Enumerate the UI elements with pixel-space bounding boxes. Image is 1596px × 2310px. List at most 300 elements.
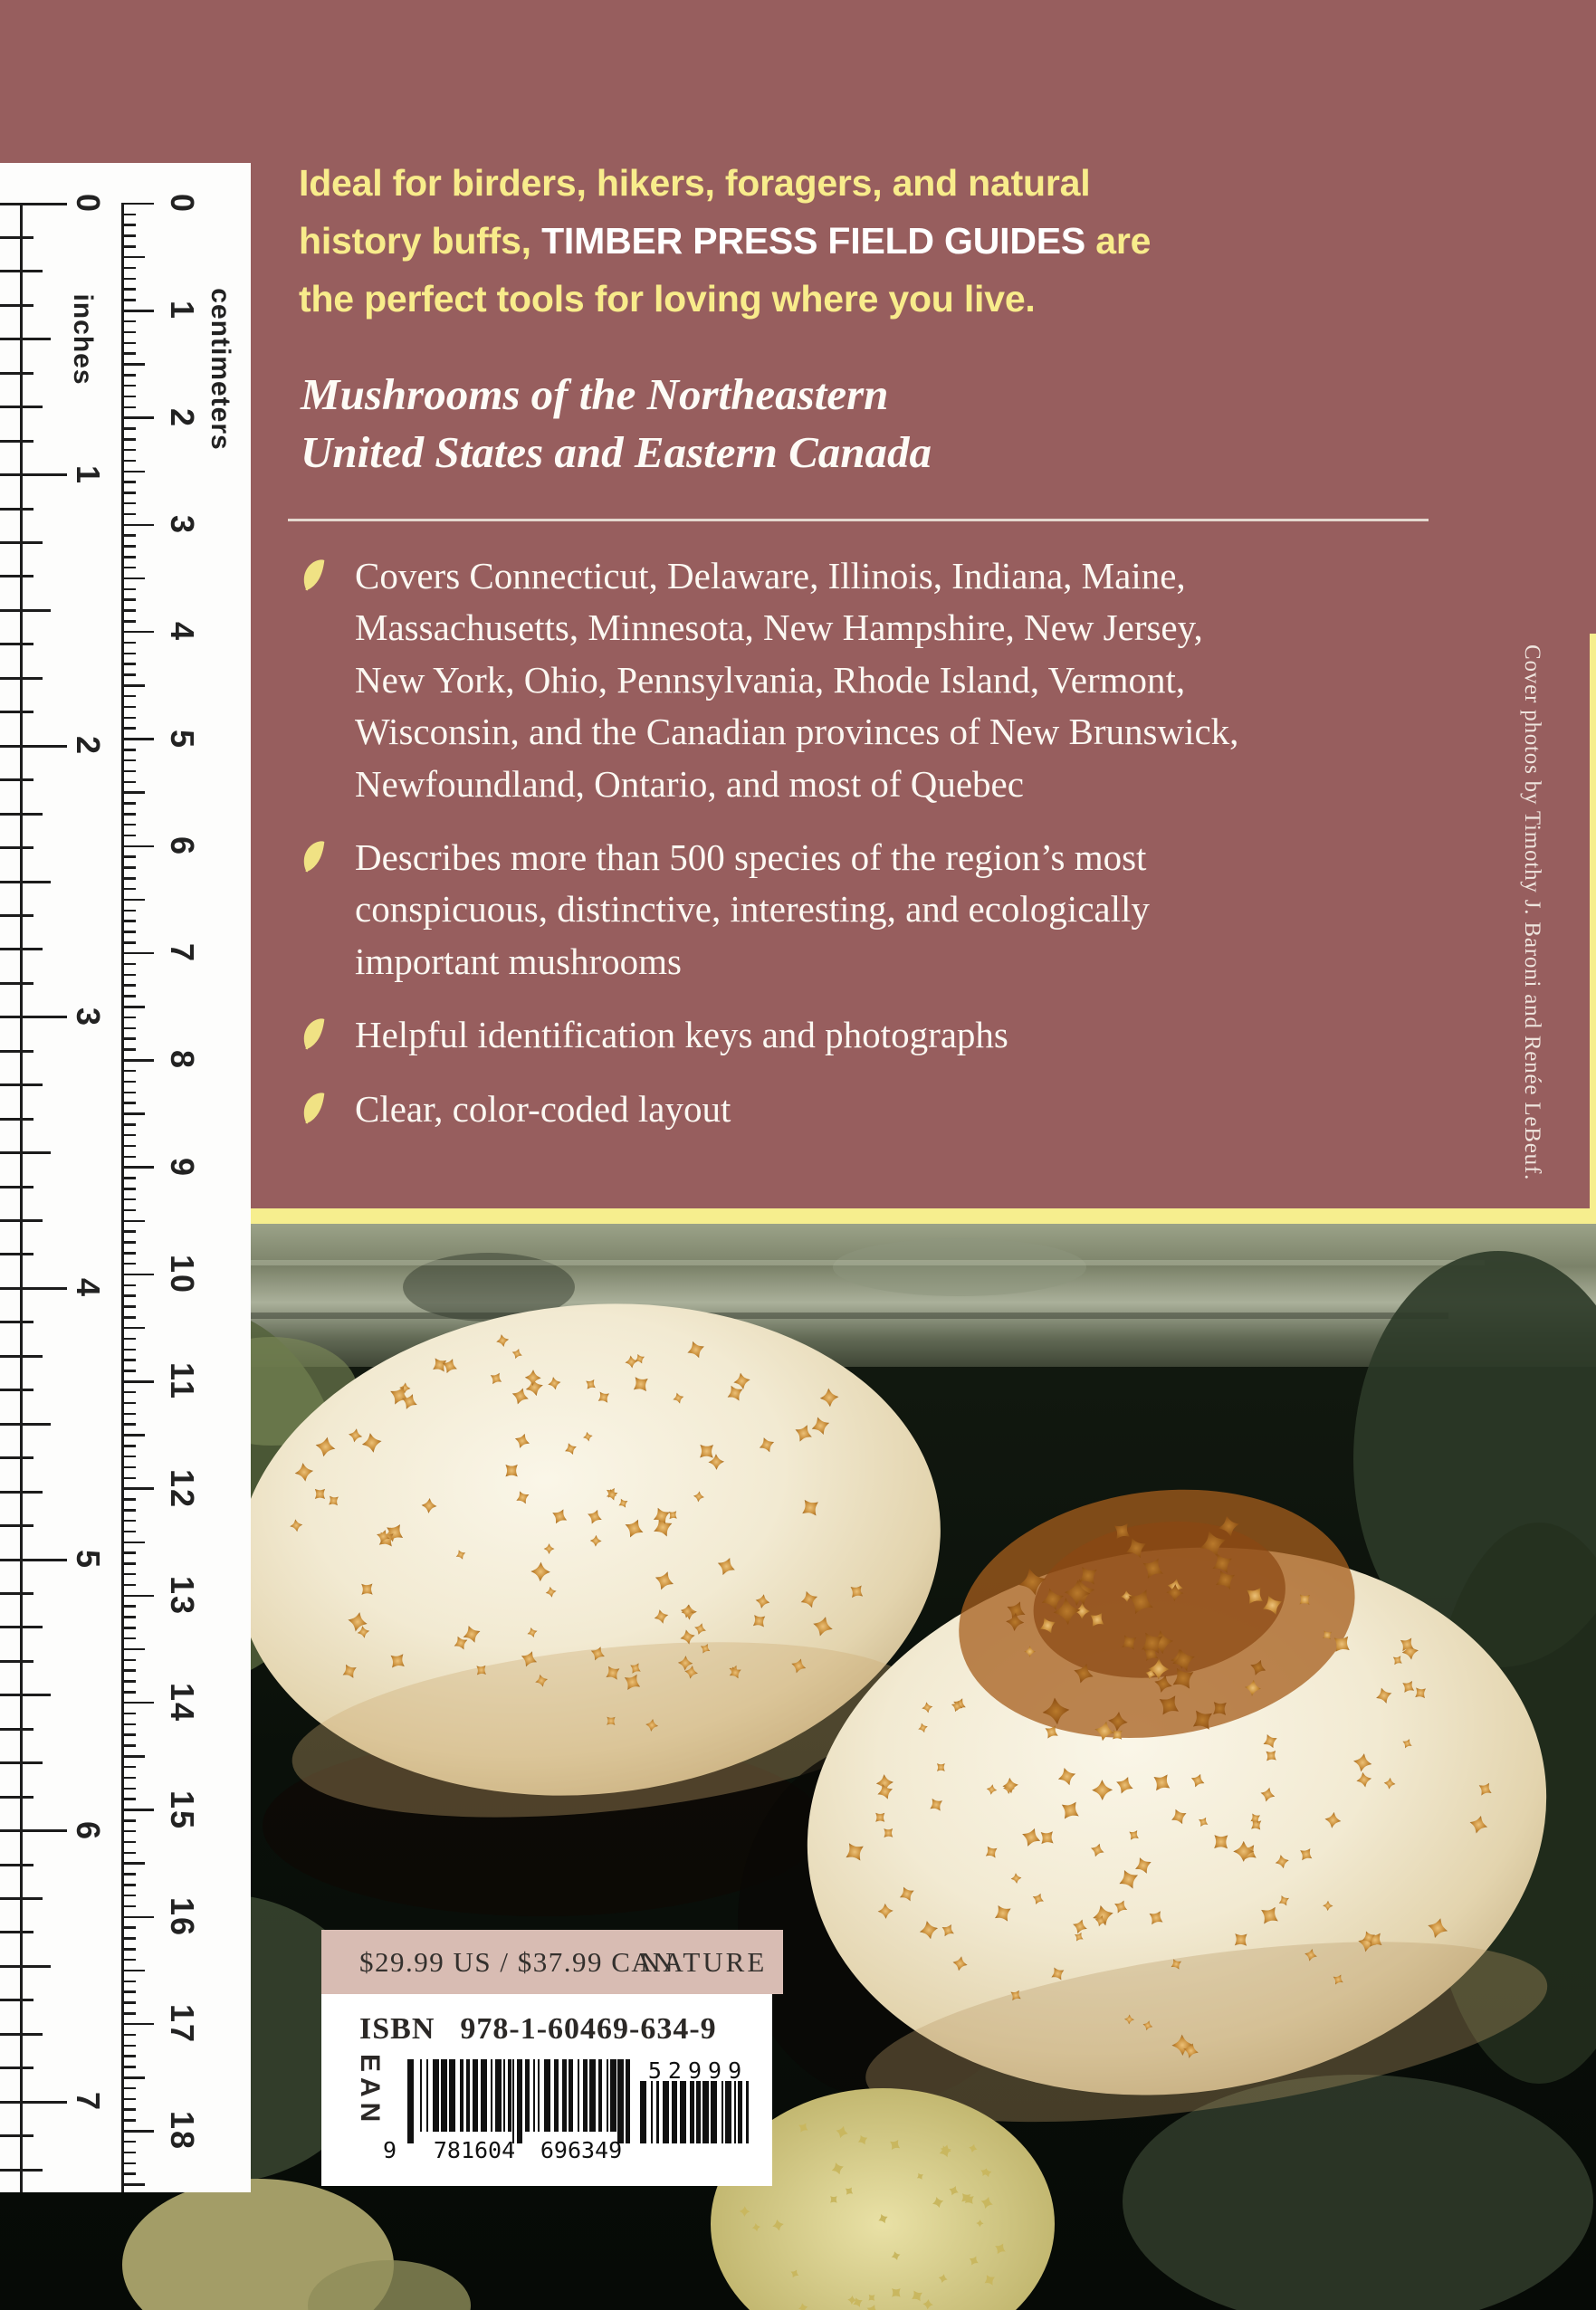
cm-tick (121, 717, 136, 720)
cm-tick (121, 1788, 136, 1790)
cm-tick (121, 1112, 145, 1115)
cm-tick (121, 631, 154, 634)
cm-tick (121, 1037, 136, 1040)
cm-number: 14 (164, 1683, 201, 1723)
inch-tick (0, 778, 33, 781)
cm-tick (121, 342, 136, 345)
cm-number: 6 (164, 835, 201, 856)
cm-tick (121, 1102, 136, 1104)
cm-tick (121, 1284, 136, 1287)
inch-tick (0, 1083, 43, 1086)
series-name: TIMBER PRESS FIELD GUIDES (541, 220, 1086, 262)
inch-number: 2 (70, 736, 107, 757)
cm-tick (121, 1123, 136, 1126)
cm-tick (121, 1498, 136, 1501)
cm-tick (121, 460, 136, 463)
cm-tick (121, 749, 136, 751)
cm-tick (121, 920, 136, 922)
inch-number: 0 (70, 193, 107, 215)
cm-tick (121, 1573, 136, 1576)
cm-tick (121, 363, 145, 366)
photo-credit: Cover photos by Timothy J. Baroni and Renée LeBeuf. (1520, 644, 1544, 1181)
cm-tick (121, 1895, 136, 1897)
barcode-bar (407, 2059, 414, 2143)
inch-tick (0, 372, 33, 375)
inch-tick (0, 440, 33, 443)
cm-tick (121, 2152, 136, 2154)
cm-number: 13 (164, 1575, 201, 1616)
cm-tick (121, 1423, 136, 1426)
barcode-bar (533, 2059, 535, 2132)
inch-tick (0, 1965, 51, 1968)
inch-tick (0, 270, 43, 272)
cm-tick (121, 256, 145, 259)
cm-tick (121, 1092, 136, 1094)
cm-tick (121, 824, 136, 826)
inch-tick (0, 236, 33, 239)
cm-tick (121, 877, 136, 880)
cm-tick (121, 1252, 136, 1255)
cm-tick (121, 598, 136, 601)
cm-tick (121, 1209, 136, 1212)
inch-tick (0, 575, 33, 578)
cm-tick (121, 1862, 145, 1865)
cm-number: 11 (164, 1362, 201, 1401)
cm-tick (121, 2066, 136, 2068)
cm-tick (121, 2172, 136, 2175)
inch-tick (0, 1897, 43, 1900)
cm-tick (121, 1413, 136, 1416)
cm-tick (121, 1156, 136, 1159)
cm-tick (121, 234, 136, 237)
feature-list (299, 550, 1467, 1157)
cm-tick (121, 1562, 136, 1565)
cm-tick (121, 1263, 136, 1265)
cm-number: 2 (164, 407, 201, 428)
cm-tick (121, 1755, 145, 1758)
inch-tick (0, 1829, 67, 1832)
cm-tick (121, 1959, 136, 1962)
leaf-bullet-icon (299, 832, 355, 879)
barcode-bar (441, 2059, 447, 2132)
barcode-box (321, 1994, 772, 2186)
cm-tick (121, 299, 136, 301)
cm-tick (121, 545, 136, 548)
list-item (299, 550, 1467, 810)
inch-tick (0, 1559, 67, 1561)
cm-tick (121, 567, 136, 569)
cm-tick (121, 2001, 136, 2004)
barcode-bar (495, 2059, 502, 2132)
cm-tick (121, 2183, 145, 2186)
cm-tick (121, 1744, 136, 1747)
barcode-bar (525, 2059, 530, 2132)
isbn-label: ISBN (359, 2012, 435, 2046)
cm-tick (121, 866, 136, 869)
inch-tick (0, 2134, 33, 2137)
cm-tick (121, 1830, 136, 1833)
cm-tick (121, 1819, 136, 1822)
inch-tick (0, 1423, 51, 1426)
list-item-text: Clear, color-coded layout (355, 1087, 731, 1130)
barcode-bar (696, 2081, 701, 2143)
cm-tick (121, 845, 154, 848)
barcode-bar (420, 2059, 422, 2132)
cm-tick (121, 224, 136, 226)
isbn-line (359, 2012, 717, 2047)
cm-tick (121, 1370, 136, 1372)
inch-tick (0, 1660, 33, 1663)
cm-tick (121, 2108, 136, 2111)
cm-tick (121, 449, 136, 452)
cm-tick (121, 835, 136, 837)
addon-digits: 52999 (647, 2057, 749, 2084)
inch-tick (0, 745, 67, 748)
cm-tick (121, 952, 154, 955)
cm-tick (121, 438, 136, 441)
cm-tick (121, 427, 136, 430)
cm-tick (121, 320, 136, 323)
barcode-bar (538, 2059, 540, 2132)
cm-tick (121, 1916, 154, 1919)
inch-ruler-baseline (20, 204, 23, 2192)
cm-tick (121, 1380, 154, 1383)
inch-tick (0, 1389, 33, 1391)
cm-tick (121, 1680, 136, 1683)
inch-tick (0, 1186, 33, 1188)
barcode-bar (554, 2059, 559, 2132)
cm-number: 17 (164, 2004, 201, 2045)
cm-tick (121, 1542, 145, 1544)
barcode-bar (473, 2059, 479, 2132)
inch-tick (0, 711, 33, 713)
cm-tick (121, 941, 136, 944)
inches-label: inches (68, 293, 98, 386)
cm-number: 1 (164, 301, 201, 321)
cm-tick (121, 1733, 136, 1736)
cm-tick (121, 1391, 136, 1394)
cm-tick (121, 1445, 136, 1447)
cm-tick (121, 1584, 136, 1587)
cm-tick (121, 738, 154, 740)
cm-tick (121, 1981, 136, 1983)
cm-tick (121, 1691, 136, 1694)
inch-number: 6 (70, 1820, 107, 1841)
leaf-bullet-icon (299, 550, 355, 597)
intro-line-1: Ideal for birders, hikers, foragers, and natural (299, 162, 1091, 204)
cm-tick (121, 802, 136, 805)
leaf-bullet-icon (299, 1009, 355, 1056)
inch-tick (0, 1864, 33, 1866)
inch-number: 4 (70, 1278, 107, 1299)
barcode-bar (607, 2059, 608, 2132)
cm-tick (121, 416, 154, 419)
inch-tick (0, 881, 51, 883)
inch-tick (0, 1050, 33, 1053)
inch-tick (0, 1694, 51, 1696)
cm-tick (121, 1456, 136, 1458)
inch-tick (0, 982, 33, 985)
cm-tick (121, 481, 136, 483)
cm-tick (121, 1798, 136, 1800)
list-item-text: Covers Connecticut, Delaware, Illinois, Indiana, Maine, Massachusetts, Minnesota, New Hampshire, New Jersey, New York, Ohio, Pennsylvania, Rhode Island, Vermont, Wisconsin, and the Canadian provinces of New Brunswick, Newfoundland, Ontario, and most of Quebec (355, 555, 1239, 805)
inch-tick (0, 2101, 67, 2104)
cm-tick (121, 2162, 136, 2165)
cm-number: 7 (164, 943, 201, 964)
cm-tick (121, 1017, 136, 1019)
barcode-bar (589, 2059, 596, 2132)
cm-tick (121, 374, 136, 377)
cm-tick (121, 385, 136, 387)
cm-number: 3 (164, 514, 201, 535)
cm-tick (121, 2119, 136, 2122)
barcode-bar (598, 2059, 603, 2132)
barcode-bar (466, 2059, 471, 2132)
barcode-digits-2: 696349 (540, 2137, 623, 2163)
barcode-bar (672, 2081, 678, 2143)
barcode-bar (449, 2059, 455, 2132)
cm-tick (121, 2012, 136, 2015)
inch-tick (0, 677, 43, 680)
cm-tick (121, 727, 136, 730)
cream-stripe-horizontal (251, 1208, 1596, 1224)
inch-tick (0, 2169, 43, 2172)
inch-tick (0, 1592, 33, 1595)
cm-tick (121, 1659, 136, 1662)
inch-tick (0, 304, 33, 307)
cm-number: 9 (164, 1157, 201, 1178)
price-bar (321, 1930, 783, 1994)
barcode-bar (651, 2081, 653, 2143)
cm-tick (121, 1509, 136, 1512)
cm-tick (121, 214, 136, 216)
cm-tick (121, 1230, 136, 1233)
barcode-bar (711, 2081, 717, 2143)
cm-tick (121, 1841, 136, 1844)
cm-tick (121, 1316, 136, 1319)
cm-tick (121, 1809, 154, 1811)
inch-tick (0, 609, 51, 612)
inch-tick (0, 948, 43, 950)
cm-tick (121, 406, 136, 409)
cm-tick (121, 1059, 154, 1062)
barcode-bar (656, 2081, 658, 2143)
inch-tick (0, 2067, 33, 2069)
cm-tick (121, 1081, 136, 1083)
cm-tick (121, 588, 136, 591)
list-item (299, 1083, 1467, 1135)
barcode-bar (626, 2059, 630, 2143)
list-item (299, 1009, 1467, 1061)
inch-tick (0, 1491, 43, 1494)
cm-tick (121, 1713, 136, 1715)
cm-tick (121, 2130, 154, 2133)
cm-tick (121, 620, 136, 623)
cm-tick (121, 556, 136, 558)
inch-tick (0, 914, 33, 917)
cm-tick (121, 1294, 136, 1297)
price-text: $29.99 US / $37.99 CAN (359, 1946, 675, 1978)
cm-tick (121, 759, 136, 762)
cm-tick (121, 1970, 145, 1972)
inch-tick (0, 1287, 67, 1290)
cm-tick (121, 1723, 136, 1726)
cm-tick (121, 1349, 136, 1351)
barcode-bar (702, 2081, 709, 2143)
cm-tick (121, 1551, 136, 1554)
barcode-bar (569, 2059, 573, 2132)
inch-tick (0, 406, 43, 408)
barcode-bar (583, 2059, 588, 2132)
cm-tick (121, 673, 136, 676)
barcode-bar (460, 2059, 464, 2132)
cm-tick (121, 1948, 136, 1951)
cm-tick (121, 1477, 136, 1480)
barcode-bar (517, 2059, 523, 2143)
cm-tick (121, 331, 136, 334)
title-line-2: United States and Eastern Canada (301, 427, 932, 477)
inch-tick (0, 2033, 43, 2036)
intro-line-2: history buffs, TIMBER PRESS FIELD GUIDES are (299, 220, 1152, 262)
cm-tick (121, 1338, 136, 1341)
cm-tick (121, 1905, 136, 1908)
cm-tick (121, 1466, 136, 1469)
cm-tick (121, 1595, 154, 1598)
list-item-text: Helpful identification keys and photographs (355, 1014, 1008, 1056)
cm-number: 5 (164, 729, 201, 749)
cm-tick (121, 1006, 145, 1008)
cm-tick (121, 1220, 145, 1223)
cm-tick (121, 1434, 145, 1437)
category-text: NATURE (640, 1946, 768, 1978)
cm-tick (121, 1134, 136, 1137)
cm-tick (121, 642, 136, 644)
cm-tick (121, 1327, 145, 1330)
ruler (0, 163, 251, 2192)
cm-tick (121, 931, 136, 933)
intro-line-3: the perfect tools for loving where you live. (299, 278, 1036, 320)
cm-number: 16 (164, 1896, 201, 1937)
book-title (301, 366, 1387, 482)
cm-number: 18 (164, 2111, 201, 2152)
cm-tick (121, 984, 136, 987)
inch-tick (0, 1999, 33, 2001)
cm-tick (121, 1990, 136, 1993)
cm-tick (121, 609, 136, 612)
inch-tick (0, 1728, 33, 1731)
barcode-bar (503, 2059, 505, 2132)
cm-tick (121, 1627, 136, 1629)
cm-tick (121, 1145, 136, 1148)
inch-tick (0, 1761, 43, 1764)
cm-tick (121, 813, 136, 816)
cm-tick (121, 1637, 136, 1640)
cm-tick (121, 684, 145, 687)
barcode-bar (544, 2059, 550, 2132)
cm-tick (121, 1852, 136, 1855)
inch-tick (0, 541, 43, 544)
cm-tick (121, 770, 136, 773)
cm-number: 0 (164, 193, 201, 215)
inch-tick (0, 1355, 43, 1358)
cm-tick (121, 963, 136, 966)
inch-tick (0, 203, 67, 205)
leaf-bullet-icon (299, 1083, 355, 1131)
barcode-bar (578, 2059, 579, 2132)
cm-tick (121, 578, 145, 580)
barcode-digits-1: 781604 (433, 2137, 516, 2163)
inch-tick (0, 1524, 33, 1527)
cm-tick (121, 245, 136, 248)
cm-tick (121, 1873, 136, 1876)
barcode-bar (725, 2081, 731, 2143)
cm-tick (121, 899, 145, 902)
cm-tick (121, 1520, 136, 1522)
cm-tick (121, 791, 145, 794)
cm-tick (121, 1241, 136, 1244)
cm-tick (121, 1777, 136, 1780)
inch-tick (0, 1016, 67, 1018)
cm-number: 15 (164, 1790, 201, 1830)
cm-tick (121, 203, 154, 205)
cm-tick (121, 2076, 145, 2079)
cm-tick (121, 995, 136, 998)
list-item (299, 832, 1467, 988)
cm-tick (121, 1274, 154, 1276)
cm-tick (121, 1188, 136, 1190)
barcode-bar (738, 2081, 742, 2143)
ean-label: EAN (355, 2054, 385, 2128)
barcode-bar (512, 2059, 514, 2143)
barcode-bar (508, 2059, 512, 2132)
cm-tick (121, 855, 136, 858)
cm-tick (121, 1070, 136, 1073)
barcode-digit-lead: 9 (383, 2137, 397, 2163)
inch-tick (0, 1796, 33, 1799)
barcode-bar (663, 2081, 669, 2143)
ean13-barcode (407, 2059, 634, 2143)
cm-tick (121, 1926, 136, 1929)
inch-tick (0, 338, 51, 340)
title-line-1: Mushrooms of the Northeastern (301, 369, 889, 419)
inch-tick (0, 1219, 43, 1222)
list-item-text: Describes more than 500 species of the region’s most conspicuous, distinctive, interesting, and ecologically important mushrooms (355, 836, 1150, 982)
cm-tick (121, 910, 136, 912)
cm-tick (121, 2141, 136, 2143)
cm-tick (121, 352, 136, 355)
cm-tick (121, 1048, 136, 1051)
isbn-number: 978-1-60469-634-9 (460, 2012, 717, 2046)
cm-number: 8 (164, 1050, 201, 1071)
barcode-bar (722, 2081, 723, 2143)
cream-stripe-right-edge (1590, 634, 1596, 1224)
inch-tick (0, 1253, 33, 1255)
cm-tick (121, 2087, 136, 2090)
cm-tick (121, 888, 136, 891)
inch-tick (0, 1931, 33, 1933)
barcode-bar (746, 2081, 748, 2143)
inch-tick (0, 508, 33, 511)
barcode-bar (690, 2081, 694, 2143)
cm-tick (121, 974, 136, 977)
barcode-bar (481, 2059, 487, 2132)
cm-tick (121, 1359, 136, 1361)
cm-tick (121, 2055, 136, 2057)
cm-tick (121, 1669, 136, 1672)
barcode-bar (562, 2059, 567, 2132)
cm-tick (121, 502, 136, 505)
cm-tick (121, 781, 136, 784)
